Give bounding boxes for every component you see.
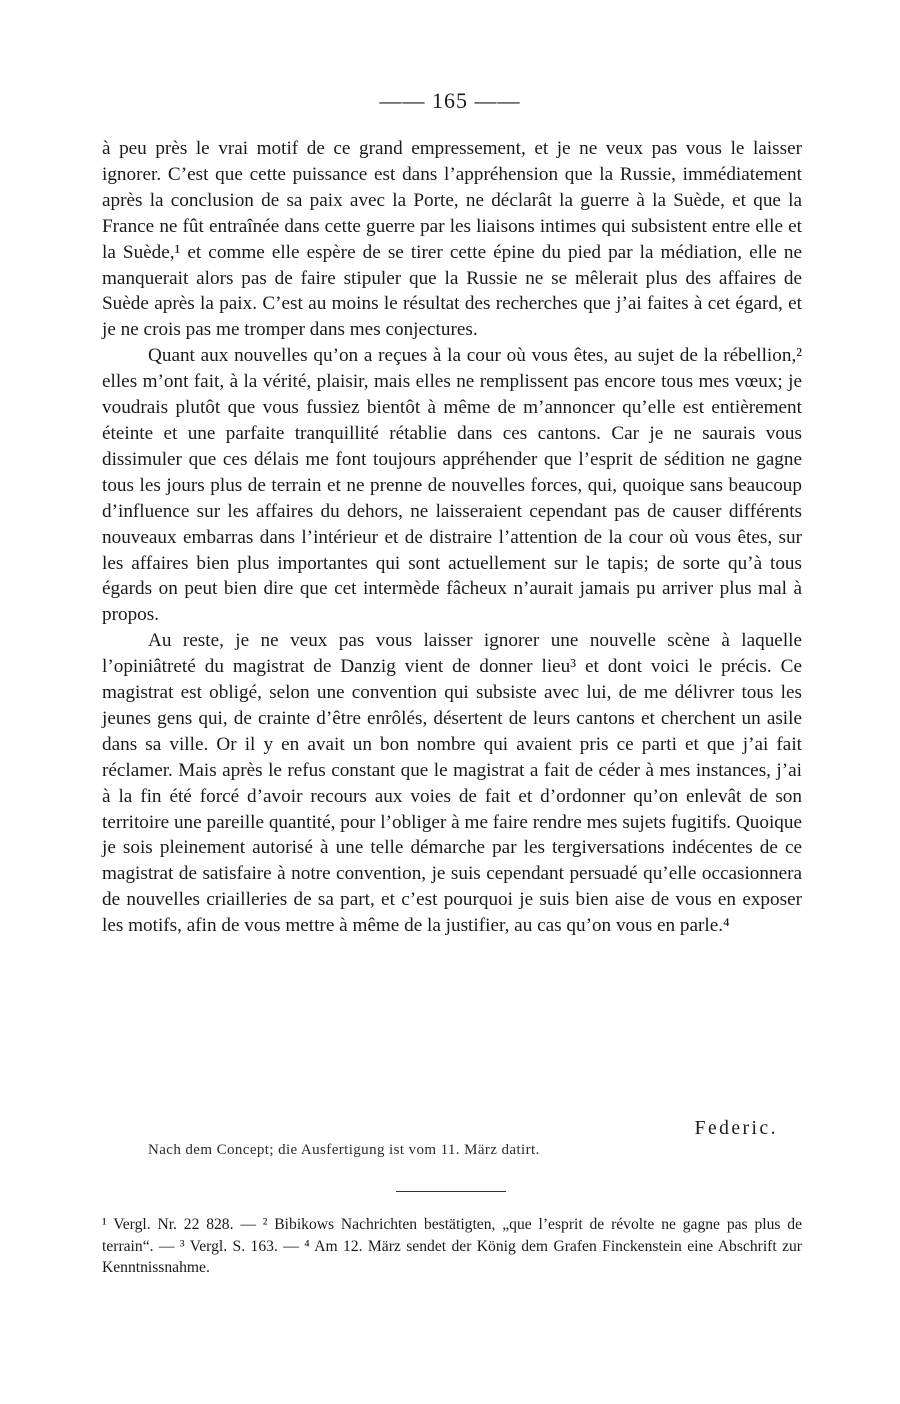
paragraph-2: Quant aux nouvelles qu’on a reçues à la cour où vous êtes, au sujet de la rébellion,² elles m’ont fait, à la vérité, plaisir, mais elles ne remplissent pas encore tous mes vœux; je voudrais plutôt que vous fussiez bientôt à même de m’annoncer qu’elle est entièrement éteinte et une parfaite tranquillité rétablie dans ces cantons. Car je ne saurais vous dissimuler que ces délais me font toujours appréhender que l’esprit de sédition ne gagne tous les jours plus de terrain et ne prenne de nouvelles forces, qui, quoique sans beaucoup d’influence sur les affaires du dehors, ne laisseraient cependant pas de causer différents nouveaux embarras dans l’intérieur et de distraire l’attention de la cour où vous êtes, sur les affaires bien plus importantes qui sont actuellement sur le tapis; de sorte qu’à tous égards on peut bien dire que cet intermède fâcheux n’aurait jamais pu arriver plus mal à propos. — [102, 345, 802, 626]
letter-body — [102, 136, 802, 939]
page-number: —— 165 —— — [379, 88, 521, 113]
paragraph-3: Au reste, je ne veux pas vous laisser ignorer une nouvelle scène à laquelle l’opiniâtreté du magistrat de Danzig vient de donner lieu³ et dont voici le précis. Ce magistrat est obligé, selon une convention qui subsiste avec lui, de me délivrer tous les jeunes gens qui, de crainte d’être enrôlés, désertent de leurs cantons et cherchent un asile dans sa ville. Or il y en avait un bon nombre qui avaient pris ce parti et que j’ai fait réclamer. Mais après le refus constant que le magistrat a fait de céder à mes instances, j’ai à la fin été forcé d’avoir recours aux voies de fait et d’ordonner qu’on enlevât de son territoire une pareille quantité, pour l’obliger à me faire rendre mes sujets fugitifs. Quoique je sois pleinement autorisé à une telle démarche par les tergiversations indécentes de ce magistrat de satisfaire à notre convention, je suis cependant persuadé qu’elle occasionnera de nouvelles criailleries de sa part, et c’est pourquoi je suis bien aise de vous en exposer les motifs, afin de vous mettre à même de la justifier, au cas qu’on vous en parle.⁴ — [102, 630, 802, 937]
footnote-divider — [396, 1191, 506, 1192]
footnotes — [102, 1214, 802, 1279]
paragraph-1: à peu près le vrai motif de ce grand empressement, et je ne veux pas vous le laisser ignorer. C’est que cette puissance est dans l’appréhension que la Russie, immédiatement après la conclusion de sa paix avec la Porte, ne déclarât la guerre à la Suède, et que la France ne fût entraînée dans cette guerre par les liaisons intimes qui subsistent entre elle et la Suède,¹ et comme elle espère de se tirer cette épine du pied par la médiation, elle ne manquerait alors pas de faire stipuler que la Russie ne se mêlerait plus des affaires de Suède après la paix. C’est au moins le résultat des recherches que j’ai faites à cet égard, et je ne crois pas me tromper dans mes conjectures. — [102, 138, 802, 341]
source-note: Nach dem Concept; die Ausfertigung ist vom 11. März datirt. — [148, 1142, 540, 1158]
footnote-text: ¹ Vergl. Nr. 22 828. — ² Bibikows Nachrichten bestätigten, „que l’esprit de révolte ne gagne pas plus de terrain“. — ³ Vergl. S. 163. — ⁴ Am 12. März sendet der König dem Grafen Finckenstein eine Abschrift zur Kenntnissnahme. — [102, 1216, 802, 1276]
signature: Federic. — [694, 1118, 778, 1139]
